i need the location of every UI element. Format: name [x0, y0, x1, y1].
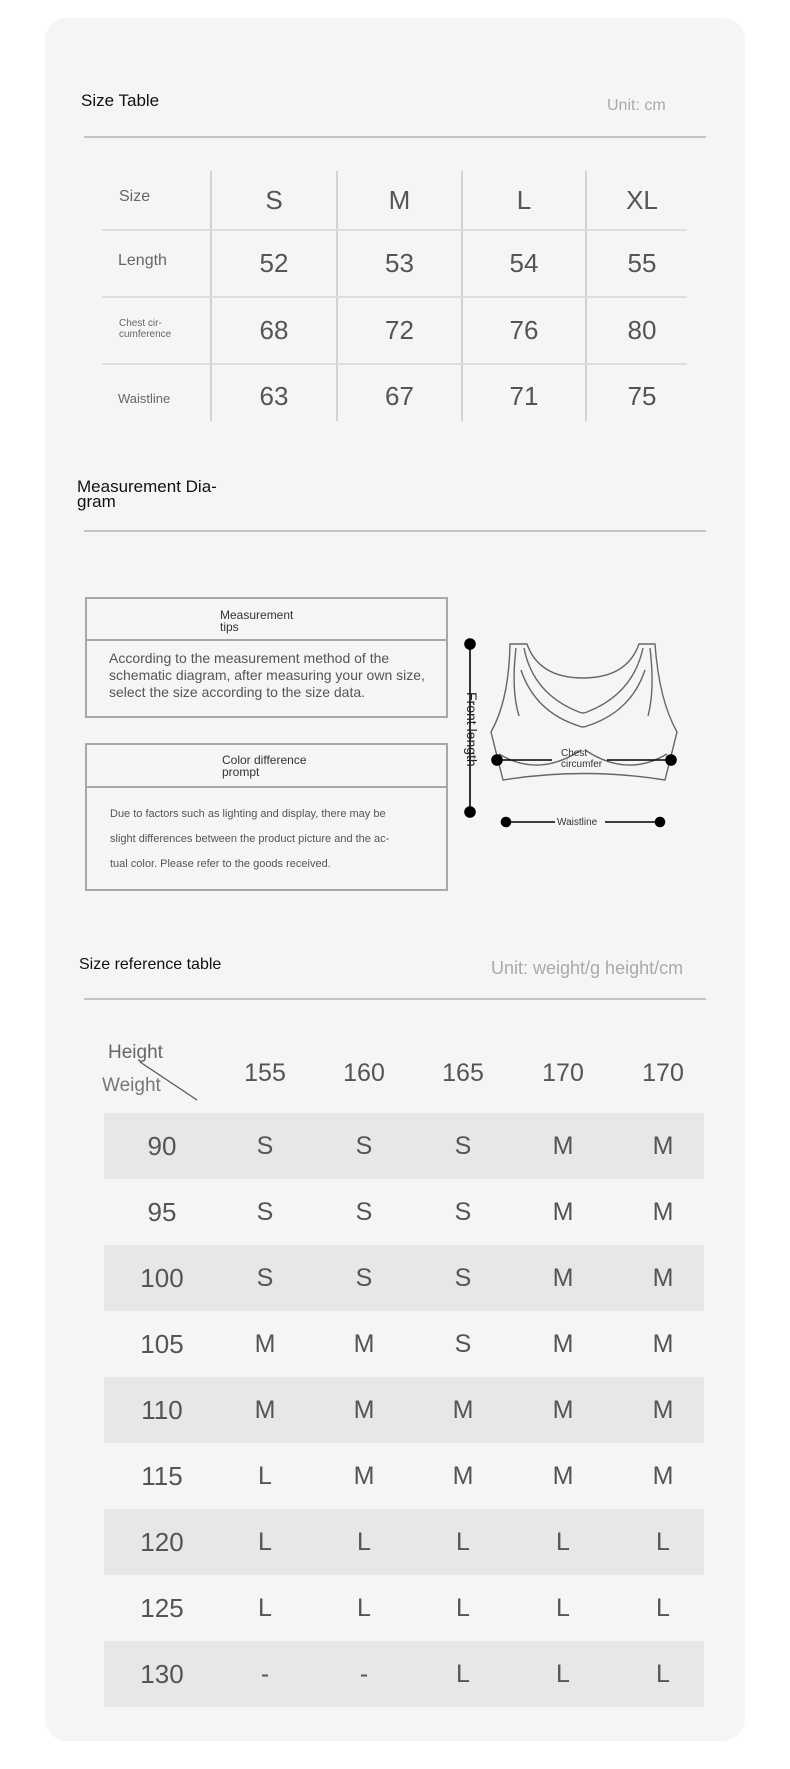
size-cell: L — [456, 1659, 470, 1688]
size-header-s: S — [265, 184, 283, 215]
size-cell: M — [552, 1329, 574, 1358]
size-cell: S — [256, 1197, 274, 1226]
size-cell: M — [254, 1395, 276, 1424]
chest-right-dot — [666, 755, 676, 765]
color-difference-box — [85, 743, 448, 891]
size-cell: S — [454, 1197, 472, 1226]
size-cell: M — [652, 1395, 674, 1424]
size-cell: M — [552, 1197, 574, 1226]
size-cell: L — [258, 1461, 272, 1490]
size-cell: L — [456, 1593, 470, 1622]
size-cell: L — [357, 1593, 371, 1622]
size-cell: M — [652, 1197, 674, 1226]
color-body: Due to factors such as lighting and display, there may be slight differences between the product picture and the ac- tual color. Please refer to the goods received. — [110, 808, 390, 870]
table-cell: 75 — [627, 380, 657, 411]
size-header-label: Size — [119, 188, 151, 205]
size-cell: L — [556, 1527, 570, 1556]
reference-table-title: Size reference table — [79, 956, 222, 973]
size-cell: L — [258, 1593, 272, 1622]
table-cell: 76 — [509, 315, 539, 345]
row-label-waistline: Waistline — [118, 391, 171, 406]
size-cell: L — [656, 1527, 670, 1556]
size-cell: M — [652, 1329, 674, 1358]
waistline-label: Waistline — [557, 817, 598, 828]
front-length-bottom-dot — [465, 807, 475, 817]
weight-cell: 105 — [140, 1328, 184, 1359]
table-cell: 72 — [385, 315, 414, 345]
size-cell: M — [552, 1131, 574, 1160]
table-cell: 68 — [259, 315, 289, 345]
weight-cell: 130 — [140, 1658, 184, 1689]
size-cell: S — [256, 1263, 274, 1292]
size-cell: S — [355, 1263, 373, 1292]
size-table-unit: Unit: cm — [607, 97, 666, 114]
height-header: 155 — [244, 1058, 286, 1087]
size-cell: L — [656, 1659, 670, 1688]
size-cell: M — [353, 1395, 375, 1424]
size-cell: M — [652, 1131, 674, 1160]
size-header-l: L — [516, 184, 532, 215]
corner-weight-label: Weight — [102, 1075, 161, 1096]
size-cell: M — [353, 1329, 375, 1358]
waist-right-dot — [656, 818, 665, 827]
size-cell: M — [452, 1461, 474, 1490]
weight-cell: 120 — [140, 1526, 184, 1557]
corner-diagonal — [138, 1060, 200, 1102]
tips-heading: Measurement tips — [220, 608, 294, 634]
reference-table-divider — [84, 998, 706, 1000]
front-length-label: Front length — [464, 692, 480, 767]
color-heading: Color difference prompt — [222, 753, 307, 779]
height-header: 165 — [442, 1058, 484, 1087]
size-cell: M — [552, 1263, 574, 1292]
size-cell: S — [355, 1197, 373, 1226]
size-cell: L — [656, 1593, 670, 1622]
table-cell: 80 — [627, 315, 657, 345]
size-cell: L — [357, 1527, 371, 1556]
size-cell: M — [452, 1395, 474, 1424]
strap-right — [648, 648, 652, 716]
size-cell: S — [454, 1329, 472, 1358]
size-cell: S — [256, 1131, 274, 1160]
size-cell: M — [652, 1461, 674, 1490]
weight-cell: 90 — [147, 1130, 177, 1161]
row-label-length: Length — [118, 252, 167, 269]
table-cell: 55 — [627, 248, 657, 278]
size-cell: S — [355, 1131, 373, 1160]
weight-cell: 95 — [147, 1196, 177, 1227]
size-table-title: Size Table — [81, 91, 160, 110]
size-cell: L — [556, 1659, 570, 1688]
waist-left-dot — [502, 818, 511, 827]
corner-height-label: Height — [108, 1042, 163, 1063]
reference-table-unit: Unit: weight/g height/cm — [491, 958, 684, 978]
table-cell: 71 — [509, 380, 539, 411]
chest-left-dot — [492, 755, 502, 765]
size-cell: L — [258, 1527, 272, 1556]
color-box-header — [87, 745, 446, 788]
weight-cell: 115 — [141, 1460, 183, 1491]
row-label-chest: Chest cir- cumference — [119, 318, 172, 340]
size-cell: - — [359, 1659, 369, 1688]
size-cell: M — [652, 1263, 674, 1292]
height-header: 170 — [542, 1058, 584, 1087]
size-cell: L — [456, 1527, 470, 1556]
bra-measurement-diagram — [455, 630, 695, 835]
table-cell: 63 — [259, 380, 289, 411]
size-cell: M — [552, 1461, 574, 1490]
table-cell: 67 — [385, 380, 414, 411]
height-header: 170 — [642, 1058, 684, 1087]
measurement-divider — [84, 530, 706, 532]
weight-cell: 125 — [140, 1592, 184, 1623]
size-cell: S — [454, 1131, 472, 1160]
size-cell: - — [260, 1659, 270, 1688]
size-cell: M — [552, 1395, 574, 1424]
table-cell: 52 — [259, 248, 289, 278]
size-cell: L — [556, 1593, 570, 1622]
chest-label: Chest circumfer — [561, 748, 603, 770]
measurement-tips-box — [85, 597, 448, 718]
tips-box-header — [87, 599, 446, 641]
size-header-m: M — [388, 184, 411, 215]
front-length-top-dot — [465, 639, 475, 649]
table-cell: 54 — [509, 248, 539, 278]
size-cell: M — [353, 1461, 375, 1490]
weight-cell: 100 — [140, 1262, 184, 1293]
size-cell: M — [254, 1329, 276, 1358]
size-header-xl: XL — [626, 184, 658, 215]
weight-cell: 110 — [141, 1394, 183, 1425]
height-header: 160 — [343, 1058, 385, 1087]
size-cell: S — [454, 1263, 472, 1292]
table-cell: 53 — [385, 248, 414, 278]
size-table-divider — [84, 136, 706, 138]
front-length-label-wrap — [457, 692, 485, 782]
measurement-title: Measurement Dia- gram — [77, 477, 217, 511]
tips-body: According to the measurement method of the schematic diagram, after measuring your own size, select the size according to the size data. — [109, 650, 425, 700]
strap-left — [514, 648, 519, 716]
